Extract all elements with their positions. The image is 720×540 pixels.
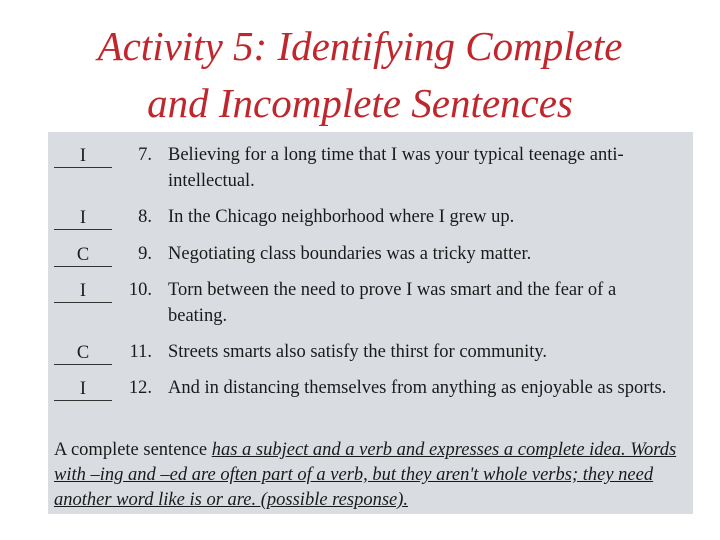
item-number: 8. — [138, 207, 152, 227]
item-text: In the Chicago neighborhood where I grew up. — [168, 207, 515, 227]
answer-blank: I — [54, 379, 112, 401]
worksheet-panel — [48, 132, 693, 514]
item-text: Believing for a long time that I was your typical teenage anti-intellectual. — [168, 145, 624, 191]
item-text: Streets smarts also satisfy the thirst for community. — [168, 342, 548, 362]
answer-blank: C — [54, 343, 112, 365]
item-number: 11. — [129, 342, 152, 362]
answer-blank: C — [54, 245, 112, 267]
item-text: And in distancing themselves from anything as enjoyable as sports. — [168, 378, 667, 398]
item-number: 10. — [128, 280, 152, 300]
note-lead: A complete sentence — [54, 440, 212, 460]
item-text: Negotiating class boundaries was a tricky matter. — [168, 244, 532, 264]
explanation-note — [54, 438, 694, 513]
note-emphasis: has a subject and a verb and expresses a complete idea. Words with –ing and –ed are often part of a verb, but they aren't whole verbs; they need another word like is or are. (possible response). — [54, 440, 677, 510]
item-number: 7. — [138, 145, 152, 165]
item-number: 12. — [128, 378, 152, 398]
answer-blank: I — [54, 281, 112, 303]
title-line-2: and Incomplete Sentences — [147, 80, 573, 126]
slide-title — [0, 18, 720, 132]
answer-blank: I — [54, 146, 112, 168]
title-line-1: Activity 5: Identifying Complete — [97, 23, 623, 69]
item-text: Torn between the need to prove I was smart and the fear of a beating. — [168, 280, 617, 326]
item-number: 9. — [138, 244, 152, 264]
answer-blank: I — [54, 208, 112, 230]
